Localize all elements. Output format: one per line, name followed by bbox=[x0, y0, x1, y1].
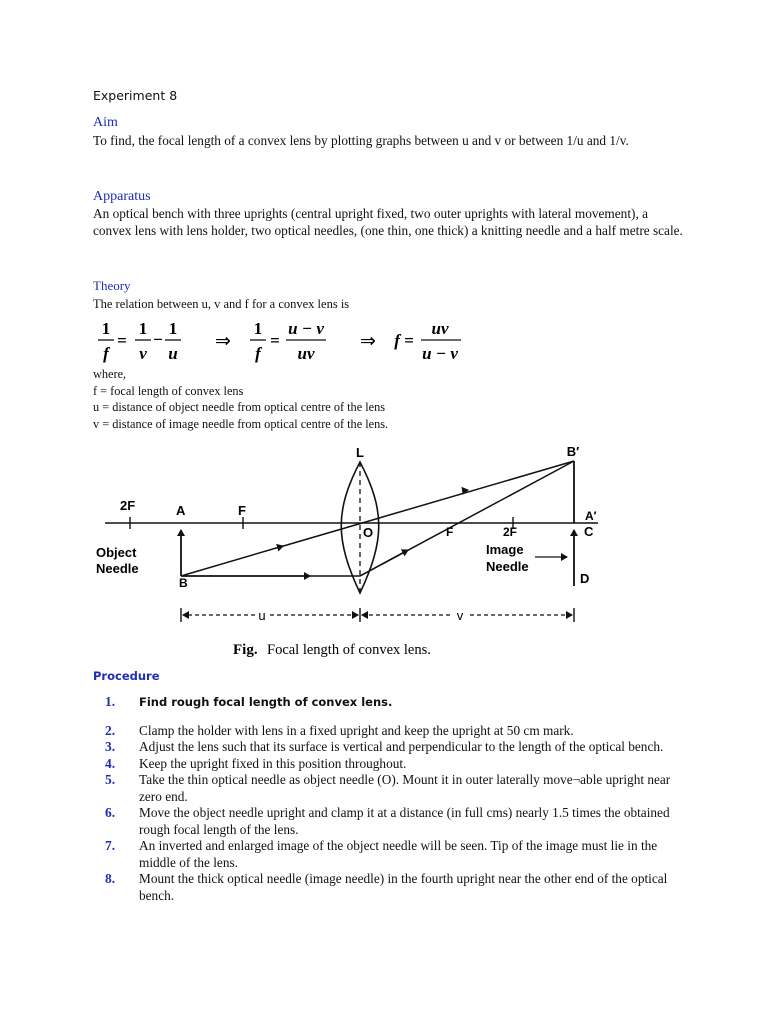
figure-caption-label: Fig. bbox=[233, 642, 258, 658]
step-text: Clamp the holder with lens in a fixed upright and keep the upright at 50 cm mark. bbox=[139, 722, 574, 738]
ray-through-center bbox=[280, 461, 574, 547]
theory-intro: The relation between u, v and f for a convex lens is bbox=[93, 297, 350, 311]
ray-refracted-arrow-low bbox=[360, 550, 408, 576]
label-object-needle-2: Needle bbox=[96, 561, 139, 576]
procedure-step bbox=[93, 871, 683, 904]
step-text: Move the object needle upright and clamp it at a distance (in full cms) nearly 1.5 times the obtained rough focal length of the lens. bbox=[139, 805, 670, 837]
procedure-step bbox=[93, 723, 683, 740]
eq1-lhs-num: 1 bbox=[101, 319, 111, 338]
procedure-step bbox=[93, 838, 683, 871]
eq3-rhs-den: u − v bbox=[422, 344, 458, 363]
step-text: Mount the thick optical needle (image needle) in the fourth upright near the other end of the optical bench. bbox=[139, 871, 668, 903]
definition-line: u = distance of object needle from optical centre of the lens bbox=[93, 400, 386, 414]
figure-caption-text: Focal length of convex lens. bbox=[267, 642, 431, 658]
procedure-step bbox=[93, 805, 683, 838]
eq1-lhs-den: f bbox=[103, 344, 109, 363]
step-number: 7. bbox=[105, 838, 116, 853]
step-number: 2. bbox=[105, 722, 116, 738]
label-object-needle-1: Object bbox=[96, 545, 137, 560]
label-f-left: F bbox=[238, 503, 246, 518]
definition-line: f = focal length of convex lens bbox=[93, 383, 244, 398]
label-b: B bbox=[179, 576, 188, 590]
lens-formula bbox=[93, 314, 493, 366]
step-text: Take the thin optical needle as object needle (O). Mount it in outer laterally move¬able upright near zero end. bbox=[139, 772, 671, 804]
procedure-heading: Procedure bbox=[93, 669, 160, 683]
definition-line: v = distance of image needle from optical centre of the lens. bbox=[93, 416, 389, 431]
eq2-rhs-den: uv bbox=[297, 344, 315, 363]
label-o: O bbox=[363, 525, 374, 540]
ray-diagram bbox=[80, 440, 610, 665]
procedure-step bbox=[93, 756, 683, 773]
label-d: D bbox=[580, 571, 590, 586]
definition-line: where, bbox=[93, 367, 127, 381]
eq2-lhs-num: 1 bbox=[253, 319, 263, 338]
eq3-lhs: f = bbox=[394, 331, 414, 350]
eq2-rhs-num: u − v bbox=[288, 319, 324, 338]
implies-1: ⇒ bbox=[215, 331, 231, 352]
step-number: 1. bbox=[105, 694, 116, 709]
implies-2: ⇒ bbox=[360, 331, 376, 352]
label-image-needle-1: Image bbox=[486, 542, 524, 557]
eq1-t1-den: v bbox=[139, 344, 147, 363]
eq1-t1-num: 1 bbox=[138, 319, 148, 338]
label-c: C bbox=[584, 524, 594, 539]
experiment-title: Experiment 8 bbox=[93, 88, 178, 103]
label-l: L bbox=[356, 445, 364, 460]
step-text: Keep the upright fixed in this position throughout. bbox=[139, 755, 407, 771]
procedure-list bbox=[93, 694, 683, 904]
step-number: 4. bbox=[105, 755, 116, 771]
step-number: 6. bbox=[105, 805, 116, 820]
step-text: Adjust the lens such that its surface is vertical and perpendicular to the length of the optical bench. bbox=[139, 739, 664, 754]
label-a: A bbox=[176, 503, 186, 518]
step-number: 3. bbox=[105, 739, 116, 754]
eq1-equals: = bbox=[117, 331, 127, 350]
label-2f-right: 2F bbox=[503, 525, 518, 539]
eq1-t2-den: u bbox=[168, 344, 178, 363]
label-b-prime: B′ bbox=[566, 444, 580, 459]
theory-heading: Theory bbox=[93, 278, 131, 293]
procedure-step bbox=[93, 772, 683, 805]
step-number: 8. bbox=[105, 871, 116, 886]
eq1-minus: − bbox=[153, 330, 163, 349]
eq2-lhs-den: f bbox=[255, 344, 261, 363]
step-text: An inverted and enlarged image of the object needle will be seen. Tip of the image must lie in the middle of the lens. bbox=[139, 838, 658, 870]
procedure-step bbox=[93, 694, 683, 711]
ray-center-arrow bbox=[181, 546, 283, 576]
eq3-rhs-num: uv bbox=[431, 319, 449, 338]
aim-heading: Aim bbox=[93, 115, 118, 130]
label-f-right: F bbox=[446, 525, 454, 539]
label-v: v bbox=[456, 608, 464, 623]
aim-text: To find, the focal length of a convex lens by plotting graphs between u and v or between 1/u and 1/v. bbox=[93, 133, 629, 148]
label-image-needle-2: Needle bbox=[486, 559, 529, 574]
label-a-prime: A′ bbox=[585, 509, 597, 523]
label-2f-left: 2F bbox=[120, 498, 136, 513]
eq2-equals: = bbox=[270, 331, 280, 350]
step-text: Find rough focal length of convex lens. bbox=[139, 695, 393, 709]
step-number: 5. bbox=[105, 772, 116, 787]
apparatus-text: An optical bench with three uprights (central upright fixed, two outer uprights with lateral movement), a convex lens with lens holder, two optical needles, (one thin, one thick) a knitting needle and a half metre scale. bbox=[93, 206, 683, 238]
label-u: u bbox=[258, 608, 266, 623]
theory-definitions bbox=[93, 366, 693, 432]
apparatus-heading: Apparatus bbox=[93, 189, 151, 204]
procedure-step bbox=[93, 739, 683, 756]
eq1-t2-num: 1 bbox=[168, 319, 178, 338]
